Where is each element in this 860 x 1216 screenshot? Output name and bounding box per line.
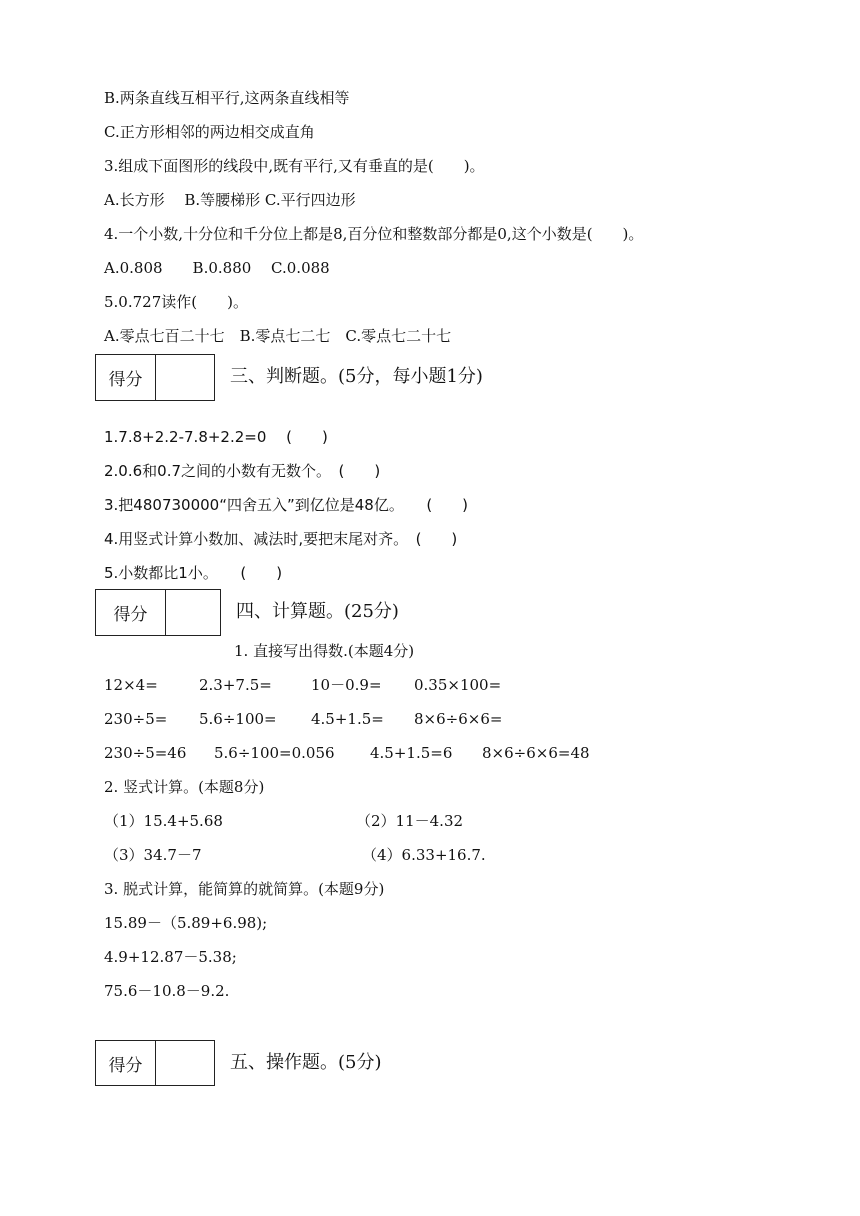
calc-item: 8×6÷6×6= [414, 710, 503, 728]
calc-item: 8×6÷6×6=48 [482, 744, 590, 762]
stepwise-calc-2: 4.9+12.87－5.38; [104, 948, 237, 966]
calc-item: 4.5+1.5=6 [370, 744, 453, 762]
vertical-calc-3: （3）34.7－7 [104, 846, 202, 864]
score-blank [156, 355, 214, 400]
calc-item: 5.6÷100= [199, 710, 277, 728]
sub-question-1: 1. 直接写出得数.(本题4分) [234, 642, 415, 660]
calc-item: 0.35×100= [414, 676, 502, 694]
score-blank [166, 590, 220, 635]
calc-item: 5.6÷100=0.056 [214, 744, 335, 762]
judge-item-2: 2.0.6和0.7之间的小数有无数个。 ( ) [104, 462, 381, 480]
option-c: C.正方形相邻的两边相交成直角 [104, 123, 315, 141]
score-label: 得分 [96, 1041, 156, 1085]
section-4-heading: 四、计算题。(25分) [236, 601, 399, 622]
vertical-calc-2: （2）11－4.32 [356, 812, 464, 830]
calc-item: 4.5+1.5= [311, 710, 384, 728]
judge-item-3: 3.把480730000“四舍五入”到亿位是48亿。 ( ) [104, 496, 469, 514]
question-4-options: A.0.808 B.0.880 C.0.088 [104, 259, 330, 277]
sub-question-2: 2. 竖式计算。(本题8分) [104, 778, 265, 796]
calc-item: 12×4= [104, 676, 158, 694]
judge-item-4: 4.用竖式计算小数加、减法时,要把末尾对齐。 ( ) [104, 530, 458, 548]
calc-row-2 [104, 709, 804, 729]
question-5: 5.0.727读作( )。 [104, 293, 248, 311]
section-3-heading: 三、判断题。(5分，每小题1分) [230, 366, 483, 387]
calc-item: 230÷5=46 [104, 744, 187, 762]
score-label: 得分 [96, 590, 166, 635]
calc-row-3 [104, 743, 804, 763]
vertical-calc-4: （4）6.33+16.7. [362, 846, 486, 864]
vertical-calc-1: （1）15.4+5.68 [104, 812, 223, 830]
sub-question-3: 3. 脱式计算，能简算的就简算。(本题9分) [104, 880, 385, 898]
calc-item: 230÷5= [104, 710, 168, 728]
question-5-options: A.零点七百二十七 B.零点七二七 C.零点七二十七 [104, 327, 452, 345]
question-4: 4.一个小数,十分位和千分位上都是8,百分位和整数部分都是0,这个小数是( )。 [104, 225, 644, 243]
option-b: B.两条直线互相平行,这两条直线相等 [104, 89, 350, 107]
section-5-heading: 五、操作题。(5分) [230, 1052, 382, 1073]
stepwise-calc-3: 75.6－10.8－9.2. [104, 982, 230, 1000]
score-box [95, 589, 221, 636]
score-blank [156, 1041, 214, 1085]
judge-item-1: 1.7.8+2.2-7.8+2.2=0 ( ) [104, 428, 328, 446]
question-3-options: A.长方形 B.等腰梯形 C.平行四边形 [104, 191, 356, 209]
calc-item: 10－0.9= [311, 676, 382, 694]
calc-item: 2.3+7.5= [199, 676, 272, 694]
judge-item-5: 5.小数都比1小。 ( ) [104, 564, 283, 582]
score-box [95, 1040, 215, 1086]
stepwise-calc-1: 15.89－（5.89+6.98); [104, 914, 268, 932]
question-3: 3.组成下面图形的线段中,既有平行,又有垂直的是( )。 [104, 157, 485, 175]
calc-row-1 [104, 675, 804, 695]
score-box [95, 354, 215, 401]
score-label: 得分 [96, 355, 156, 400]
